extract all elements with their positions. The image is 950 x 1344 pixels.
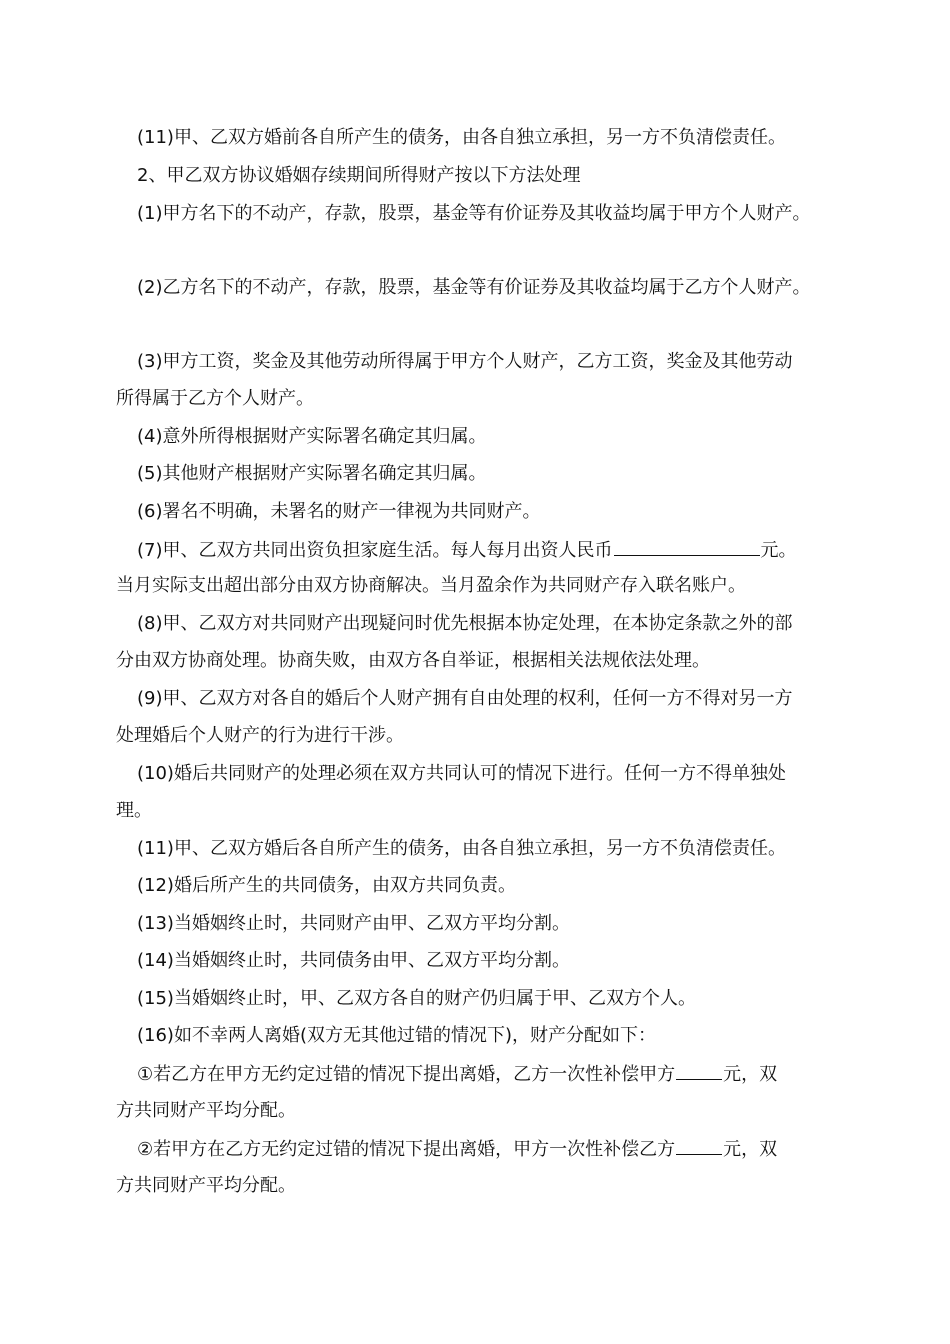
clause-text: (2)乙方名下的不动产，存款，股票，基金等有价证券及其收益均属于乙方个人财产。	[137, 277, 811, 298]
clause-text: 所得属于乙方个人财产。	[116, 388, 314, 409]
clause-8-line-2	[116, 649, 710, 673]
section-heading-marital-property	[137, 164, 580, 188]
clause-10-line-2	[116, 799, 152, 823]
clause-text: (14)当婚姻终止时，共同债务由甲、乙双方平均分割。	[137, 950, 570, 971]
clause-text: 元，双	[723, 1064, 778, 1085]
clause-1	[137, 202, 811, 226]
clause-text: (16)如不幸两人离婚(双方无其他过错的情况下)，财产分配如下：	[137, 1025, 656, 1046]
clause-text: (12)婚后所产生的共同债务，由双方共同负责。	[137, 875, 516, 896]
clause-16	[137, 1024, 656, 1048]
compensation-blank[interactable]	[676, 1136, 722, 1155]
clause-11	[137, 837, 786, 861]
clause-13	[137, 912, 570, 936]
clause-15	[137, 987, 696, 1011]
sub-clause-2-line-2	[116, 1174, 296, 1198]
clause-text: ②若甲方在乙方无约定过错的情况下提出离婚，甲方一次性补偿乙方	[137, 1139, 676, 1160]
clause-text: 方共同财产平均分配。	[116, 1100, 296, 1121]
clause-9-line-2	[116, 724, 404, 748]
clause-7-line-2	[116, 574, 746, 598]
clause-8-line-1	[137, 612, 793, 636]
clause-text: 元。	[760, 540, 797, 561]
clause-text: 元，双	[723, 1139, 778, 1160]
clause-text: (15)当婚姻终止时，甲、乙双方各自的财产仍归属于甲、乙双方个人。	[137, 988, 696, 1009]
clause-text: (7)甲、乙双方共同出资负担家庭生活。每人每月出资人民币	[137, 540, 613, 561]
clause-text: (8)甲、乙双方对共同财产出现疑问时优先根据本协定处理，在本协定条款之外的部	[137, 613, 793, 634]
clause-12	[137, 874, 516, 898]
clause-text: 方共同财产平均分配。	[116, 1175, 296, 1196]
amount-blank[interactable]	[614, 537, 760, 556]
compensation-blank[interactable]	[676, 1061, 722, 1080]
clause-text: (4)意外所得根据财产实际署名确定其归属。	[137, 426, 487, 447]
clause-text: (1)甲方名下的不动产，存款，股票，基金等有价证券及其收益均属于甲方个人财产。	[137, 203, 811, 224]
clause-6	[137, 500, 541, 524]
clause-text: (6)署名不明确，未署名的财产一律视为共同财产。	[137, 501, 541, 522]
section-heading-text: 2、甲乙双方协议婚姻存续期间所得财产按以下方法处理	[137, 165, 581, 186]
clause-text: (10)婚后共同财产的处理必须在双方共同认可的情况下进行。任何一方不得单独处	[137, 763, 786, 784]
clause-text: (13)当婚姻终止时，共同财产由甲、乙双方平均分割。	[137, 913, 570, 934]
clause-text: (11)甲、乙双方婚后各自所产生的债务，由各自独立承担，另一方不负清偿责任。	[137, 838, 786, 859]
clause-4	[137, 425, 487, 449]
sub-clause-1-line-2	[116, 1099, 296, 1123]
clause-text: (9)甲、乙双方对各自的婚后个人财产拥有自由处理的权利，任何一方不得对另一方	[137, 688, 793, 709]
clause-2	[137, 276, 811, 300]
clause-3-line-2	[116, 387, 314, 411]
clause-text: (5)其他财产根据财产实际署名确定其归属。	[137, 463, 487, 484]
clause-text: 当月实际支出超出部分由双方协商解决。当月盈余作为共同财产存入联名账户。	[116, 575, 746, 596]
clause-text: 分由双方协商处理。协商失败，由双方各自举证，根据相关法规依法处理。	[116, 650, 710, 671]
clause-text: (3)甲方工资，奖金及其他劳动所得属于甲方个人财产，乙方工资，奖金及其他劳动	[137, 351, 793, 372]
clause-9-line-1	[137, 687, 793, 711]
clause-premarital-debt	[137, 126, 786, 150]
clause-10-line-1	[137, 762, 786, 786]
clause-14	[137, 949, 570, 973]
clause-5	[137, 462, 487, 486]
sub-clause-1-line-1	[137, 1061, 777, 1087]
clause-text: 处理婚后个人财产的行为进行干涉。	[116, 725, 404, 746]
clause-text: (11)甲、乙双方婚前各自所产生的债务，由各自独立承担，另一方不负清偿责任。	[137, 127, 786, 148]
clause-text: ①若乙方在甲方无约定过错的情况下提出离婚，乙方一次性补偿甲方	[137, 1064, 676, 1085]
clause-3-line-1	[137, 350, 793, 374]
clause-text: 理。	[116, 800, 152, 821]
sub-clause-2-line-1	[137, 1136, 777, 1162]
clause-7-line-1	[137, 537, 797, 563]
